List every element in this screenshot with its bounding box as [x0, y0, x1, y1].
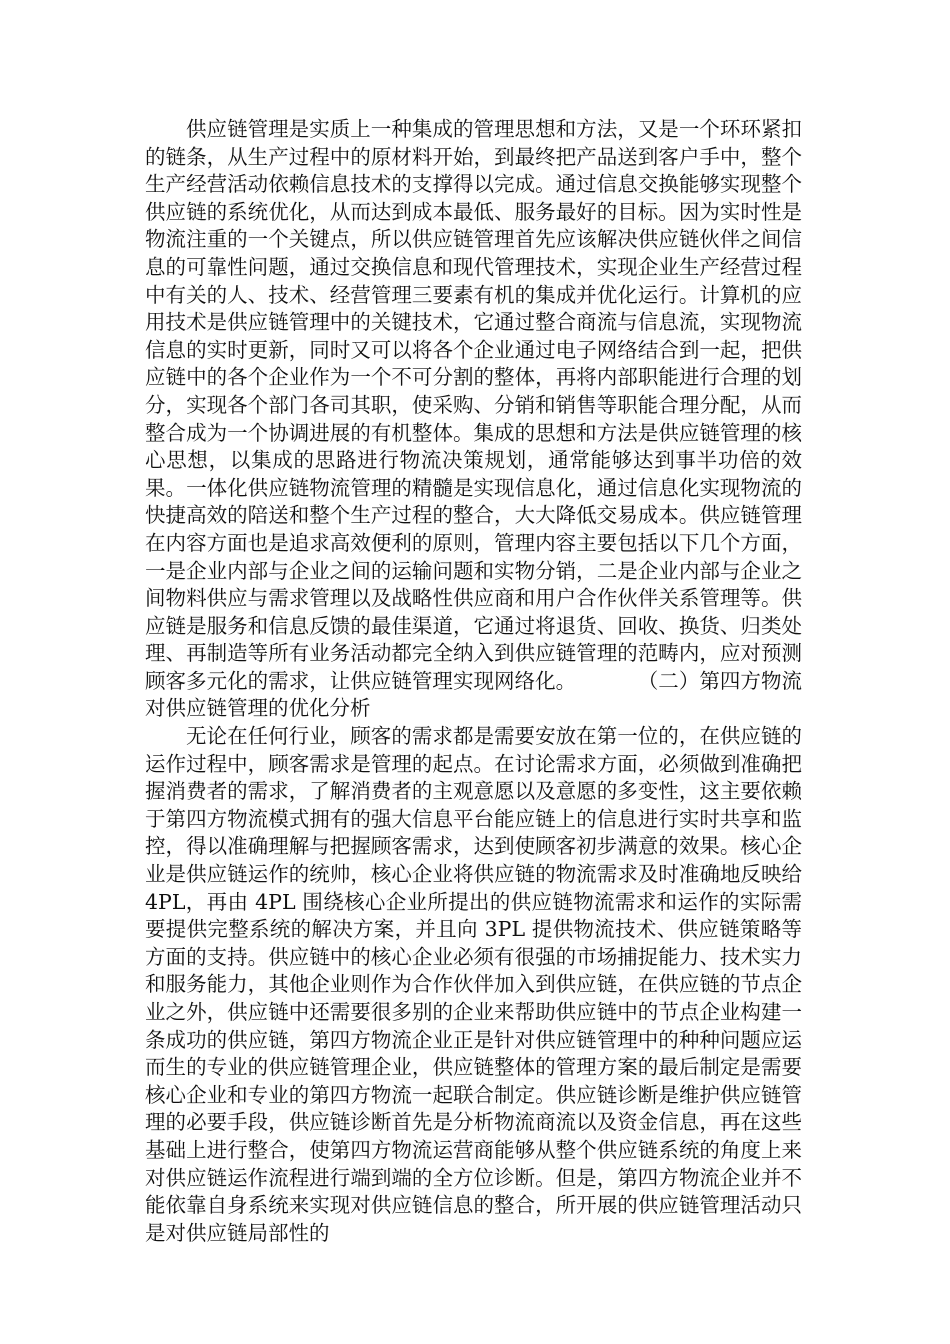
- paragraph: 供应链管理是实质上一种集成的管理思想和方法，又是一个环环紧扣的链条，从生产过程中的原材料开始，到最终把产品送到客户手中，整个生产经营活动依赖信息技术的支撑得以完成。通过信息交换能够实现整个供应链的系统优化，从而达到成本最低、服务最好的目标。因为实时性是物流注重的一个关键点，所以供应链管理首先应该解决供应链伙伴之间信息的可靠性问题，通过交换信息和现代管理技术，实现企业生产经营过程中有关的人、技术、经营管理三要素有机的集成并优化运行。计算机的应用技术是供应链管理中的关键技术，它通过整合商流与信息流，实现物流信息的实时更新，同时又可以将各个企业通过电子网络结合到一起，把供应链中的各个企业作为一个不可分割的整体，再将内部职能进行合理的划分，实现各个部门各司其职，使采购、分销和销售等职能合理分配，从而整合成为一个协调进展的有机整体。集成的思想和方法是供应链管理的核心思想，以集成的思路进行物流决策规划，通常能够达到事半功倍的效果。一体化供应链物流管理的精髓是实现信息化，通过信息化实现物流的快捷高效的陪送和整个生产过程的整合，大大降低交易成本。供应链管理在内容方面也是追求高效便利的原则，管理内容主要包括以下几个方面，一是企业内部与企业之间的运输问题和实物分销，二是企业内部与企业之间物料供应与需求管理以及战略性供应商和用户合作伙伴关系管理等。供应链是服务和信息反馈的最佳渠道，它通过将退货、回收、换货、归类处理、再制造等所有业务活动都完全纳入到供应链管理的范畴内，应对预测顾客多元化的需求，让供应链管理实现网络化。 （二）第四方物流对供应链管理的优化分析: [145, 117, 802, 721]
- document-page: [145, 116, 802, 1247]
- paragraph: 无论在任何行业，顾客的需求都是需要安放在第一位的，在供应链的运作过程中，顾客需求是管理的起点。在讨论需求方面，必须做到准确把握消费者的需求，了解消费者的主观意愿以及意愿的多变性，这主要依赖于第四方物流模式拥有的强大信息平台能应链上的信息进行实时共享和监控，得以准确理解与把握顾客需求，达到使顾客初步满意的效果。核心企业是供应链运作的统帅，核心企业将供应链的物流需求及时准确地反映给 4PL，再由 4PL 围绕核心企业所提出的供应链物流需求和运作的实际需要提供完整系统的解决方案，并且向 3PL 提供物流技术、供应链策略等方面的支持。供应链中的核心企业必须有很强的市场捕捉能力、技术实力和服务能力，其他企业则作为合作伙伴加入到供应链，在供应链的节点企业之外，供应链中还需要很多别的企业来帮助供应链中的节点企业构建一条成功的供应链，第四方物流企业正是针对供应链管理中的种种问题应运而生的专业的供应链管理企业，供应链整体的管理方案的最后制定是需要核心企业和专业的第四方物流一起联合制定。供应链诊断是维护供应链管理的必要手段，供应链诊断首先是分析物流商流以及资金信息，再在这些基础上进行整合，使第四方物流运营商能够从整个供应链系统的角度上来对供应链运作流程进行端到端的全方位诊断。但是，第四方物流企业并不能依靠自身系统来实现对供应链信息的整合，所开展的供应链管理活动只是对供应链局部性的: [145, 724, 802, 1245]
